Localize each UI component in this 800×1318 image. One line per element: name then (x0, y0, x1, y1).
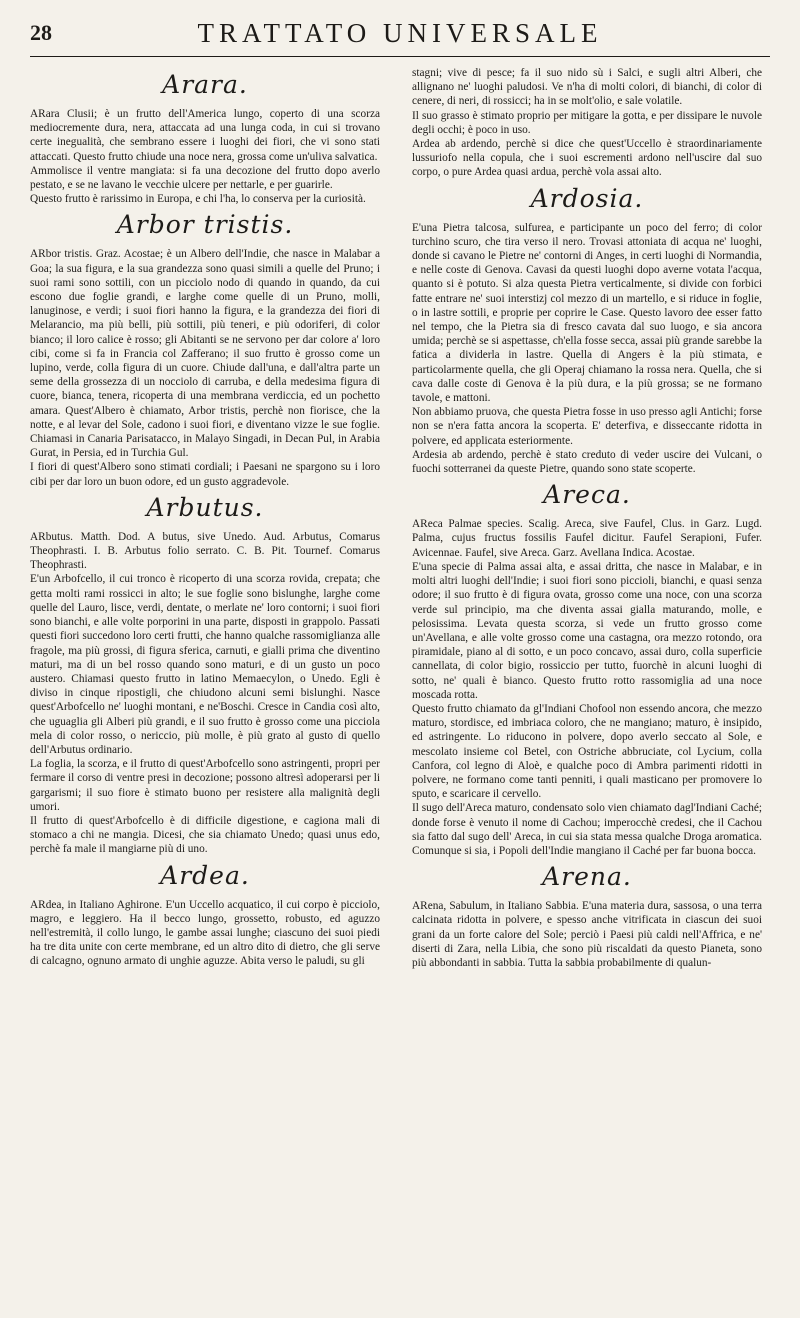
running-title: TRATTATO UNIVERSALE (197, 18, 603, 48)
entry-paragraph: ARbutus. Matth. Dod. A butus, sive Unedo. Aud. Arbutus, Comarus Theophrasti. I. B. Arbutus folio serrato. C. B. Pit. Tournef. Comarus Theophrasti. (30, 530, 380, 572)
entry-paragraph: Il suo grasso è stimato proprio per mitigare la gotta, e per dissipare le nuvole degli occhi; è poco in uso. (412, 109, 762, 136)
entry-paragraph: Il sugo dell'Areca maturo, condensato solo vien chiamato dagl'Indiani Caché; donde forse è venuto il nome di Cachou; imperocchè credesi, che il Cachou sia fatto dal sugo dell' Areca, in cui sia stata messa qualche Droga aromatica. Comunque si sia, i Popoli dell'Indie mangiano il Caché per far buona bocca. (412, 802, 762, 857)
entry-paragraph: Non abbiamo pruova, che questa Pietra fosse in uso presso agli Antichi; forse non se n'era fatta ancora la scoperta. E' deterfiva, e disseccante ridotta in polvere, ed applicata esteriormente. (412, 406, 762, 447)
entry-paragraph: ARdea, in Italiano Aghirone. E'un Uccello acquatico, il cui corpo è picciolo, magro, e leggiero. Ha il becco lungo, grossetto, robusto, ed aguzzo nell'estremità, il collo lungo, le gambe assai lunghe; ciascuno dei suoi piedi ha tre dita unite con certe membrane, ed un altro dito di dietro, che gli serve di calcagno, ognuno armato di unghie aguzze. Abita verso le paludi, su gli (30, 898, 380, 968)
entry-paragraph: ARena, Sabulum, in Italiano Sabbia. E'una materia dura, sassosa, o una terra calcinata ridotta in polvere, e spesso anche vitrificata in ciascun dei suoi grani da un forte calore del Sole; perciò i Paesi più caldi nell'Affrica, e ne' diserti di Zara, nella Libia, che sono più riscaldati da questo Pianeta, sono più abbondanti in sabbia. Tutta la sabbia probabilmente di qualun- (412, 900, 762, 969)
entry-paragraph: Ardea ab ardendo, perchè si dice che quest'Uccello è straordinariamente lussuriofo nella copula, che i suoi escrementi ardono nell'uscire dal suo corpo, o pure Ardea quasi ardua, perchè vola assai alto. (412, 138, 762, 179)
entry-title: Arara. (162, 70, 248, 99)
entry-paragraph: Il frutto di quest'Arbofcello è di difficile digestione, e cagiona mali di stomaco a chi ne mangia. Dicesi, che sia chiamato Unedo; quasi unus edo, perchè fa male il mangiarne più di uno. (30, 814, 380, 856)
entry-title: Arena. (542, 862, 632, 892)
entry (412, 480, 762, 858)
entry-paragraph: ARara Clusii; è un frutto dell'America lungo, coperto di una scorza mediocremente dura, nera, attaccata ad una lunga coda, in cui si trovano certe inegualità, che sembrano essere i luoghi dei fiori, che vi sono stati attaccati. Questo frutto chiude una noce nera, grossa come un'uliva salvatica. (30, 108, 380, 163)
entry-paragraph: AReca Palmae species. Scalig. Areca, sive Faufel, Clus. in Garz. Lugd. Palma, cujus fructus fossilis Faufel dicitur. Faufel Serapioni, Fufer. Avicennae. Faufel, sive Areca. Garz. Avellana Indica. Acostae. (412, 518, 762, 559)
entry-paragraph: E'un Arbofcello, il cui tronco è ricoperto di una scorza rovida, crepata; che getta molti rami rossicci in alto; le sue foglie sono bislunghe, larghe come quelle del Lauro, lisce, verdi, dentate, o merlate ne' loro contorni; i suoi fiori sono bianchi, e alle volte porporini in una parte, disposti in grappolo. Passati questi fiori succedono loro certi frutti, che hanno qualche rassomiglianza alle fragole, ma più grossi, di figura sferica, carnuti, e gialli prima che diventino maturi, ma di un bel rosso quando sono maturi, e di un gusto un poco austero. Chiamasi questo frutto in latino Memaecylon, o Unedo. Egli è diviso in cinque ripostigli, che chiudono alcuni semi bislunghi. Nasce quest'Arbofcello ne' luoghi montani, e ne'Boschi. Cresce in Candia così alto, che uguaglia gli Alberi più grandi, e il suo frutto è grosso come una picciola mela di color rosso, o nericcio, più molle, è più grato al gusto di quello dell'Arbutus ordinario. (30, 573, 380, 756)
entry-paragraph: Questo frutto chiamato da gl'Indiani Chofool non essendo ancora, che mezzo maturo, stordisce, ed imbriaca coloro, che ne mangiano; maturo, è insipido, ed astringente. Lo riducono in polvere, dopo averlo seccato al Sole, e mescolato insieme col Betel, con Ostriche abbruciate, col Lycium, colla Canfora, col legno di Aloè, e qualche poco di Ambra parimenti ridotti in polvere, ne formano come tanti penniti, i quali masticano per promovere lo sputo, e scaricare il cervello. (412, 702, 762, 801)
entry-paragraph: Ammolisce il ventre mangiata: si fa una decozione del frutto dopo averlo pestato, e se ne lavano le vecchie ulcere per nettarle, e per guarirle. (30, 164, 380, 192)
page-header (0, 0, 800, 62)
entry-title: Arbutus. (146, 492, 264, 522)
entry-title: Arbor tristis. (116, 210, 294, 240)
entry (412, 66, 762, 180)
entry-paragraph: ARbor tristis. Graz. Acostae; è un Albero dell'Indie, che nasce in Malabar a Goa; la sua figura, e la sua grandezza sono quasi simili a quelle del Pruno; i suoi rami sono sottili, con un picciolo nodo di quando in quando, da cui escono due foglie grandi, e larghe come quelle di un Pruno, molli, lanuginose, e verdi; i suoi fiori hanno la figura, e la grandezza dei fiori di Melarancio, ma più belli, più sottili, più teneri, e più odoriferi, di color bianco; il loro calice è rosso; gli Abitanti se ne servono per dar colore a' loro cibi, come si fa in Francia col Zafferano; il suo frutto è grosso come un lupino, verde, colla figura di un cuore. Chiude dall'una, e dall'altra parte un seme della grossezza di un nocciolo di carruba, e della medesima figura di cuore, bianca, tenera, ricoperta di una membrana verdiccia, ed un pochetto amara. Quest'Albero è chiamato, Arbor tristis, perchè non fiorisce, che la notte, e al levar del Sole, cadono i suoi fiori, e diventano vizze le sue foglie. Chiamasi in Canaria Parisatacco, in Malayo Singadi, in Decan Pul, in Arabia Gurat, in Persia, ed in Turchia Gul. (30, 248, 380, 460)
entry-title: Areca. (543, 480, 631, 510)
entry (30, 861, 380, 969)
entry (30, 210, 380, 488)
entry-title: Ardosia. (530, 183, 644, 213)
header-rule (30, 56, 770, 57)
entry-paragraph: E'una Pietra talcosa, sulfurea, e participante un poco del ferro; di color turchino scuro, che tira verso il nero. Trovasi attoniata di acqua ne' luoghi, donde si cavano le Pietre ne' contorni di Anges, in certi luoghi di Normandia, e nelle coste di Genova. Cavasi da questi luoghi dopo averne votata l'acqua, quanto si è potuto. Si alza questa Pietra verticalmente, si divide con forbici fatte entrare ne' suoi interstizj col mezzo di un martello, e si riduce in foglie, o in lastre sottili, e proprie per coprire le Case. Questo lavoro dee esser fatto nel tempo, che la Pietra sia di fresco cavata dal suo luogo, e sia ancora umida; perchè se si aspettasse, ch'ella fosse secca, assai più grande sarebbe la fatica a dividerla in lastre. Quella di Angers è la più stimata, e particolarmente quella, che gli Operaj chiamano la rossa nera. Quella, che si cava dalle coste di Genova è la più dura, e la più grossa; se ne formano tavole, e mattoni. (412, 221, 762, 405)
entry-paragraph: stagni; vive di pesce; fa il suo nido sù i Salci, e sugli altri Alberi, che allignano ne' luoghi paludosi. Ve n'ha di molti colori, di bianchi, di color di cenere, di neri, di rossicci; ha in se molt'olio, e sale volatile. (412, 67, 762, 108)
entry-title: Ardea. (160, 860, 250, 890)
page-number: 28 (30, 20, 52, 45)
entry-paragraph: Ardesia ab ardendo, perchè è stato creduto di veder uscire dei Vulcani, o fuochi sotterranei da queste Pietre, quando sono state scoperte. (412, 448, 762, 476)
left-column (30, 66, 380, 1308)
entry-paragraph: La foglia, la scorza, e il frutto di quest'Arbofcello sono astringenti, propri per fermare il corso di ventre presi in decozione; possono altresì adoperarsi per li gargarismi; il suo fiore è stimato buono per resistere alla malignità degli umori. (30, 758, 380, 813)
right-column (412, 66, 762, 1308)
entry (412, 184, 762, 477)
entry (30, 70, 380, 206)
entry-paragraph: Questo frutto è rarissimo in Europa, e chi l'ha, lo conserva per la curiosità. (30, 193, 366, 206)
entry (30, 493, 380, 857)
entry-paragraph: E'una specie di Palma assai alta, e assai dritta, che nasce in Malabar, e in molti altri luoghi dell'Indie; i suoi fiori sono piccioli, bianchi, e quasi senza odore; il suo frutto è di figura ovata, grosso come una noce, con una scorza verde sul principio, ma che diventa assai gialla maturando, molle, e pelosissima. Levata questa scorza, si vede un frutto grosso come un'Avellana, e alle volte grosso come una castagna, ora mezzo rotondo, ora piramidale, piano al di sotto, e un poco concavo, assai duro, colla superficie cannellata, di color bigio, rossiccio per tutto, fuorchè in alcuni luoghi di sotto, ne' quali è bianco. Questo frutto rotto rassomiglia ad una noce moscada rotta. (412, 560, 762, 701)
entry (412, 862, 762, 970)
entry-paragraph: I fiori di quest'Albero sono stimati cordiali; i Paesani ne spargono su i loro cibi per dar loro un buon odore, ed un gusto aggradevole. (30, 461, 380, 488)
